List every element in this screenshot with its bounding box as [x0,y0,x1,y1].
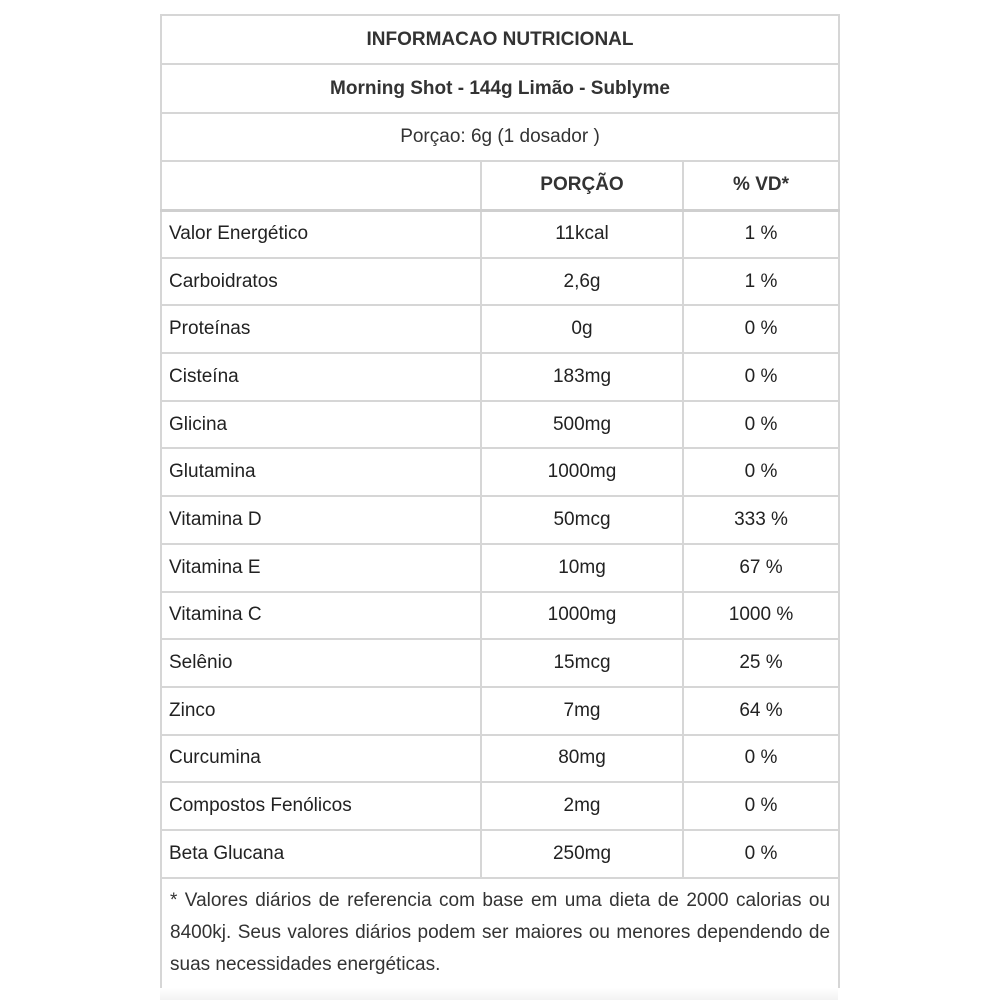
nutrient-name: Carboidratos [161,258,481,306]
nutrient-amount: 15mcg [481,639,683,687]
nutrient-dv: 0 % [683,448,839,496]
nutrient-amount: 250mg [481,830,683,878]
nutrient-dv: 25 % [683,639,839,687]
table-row [161,448,839,496]
table-row [161,592,839,640]
table-row [161,687,839,735]
nutrient-name: Vitamina D [161,496,481,544]
nutrient-dv: 0 % [683,401,839,449]
nutrient-name: Proteínas [161,305,481,353]
table-row [161,782,839,830]
nutrient-dv: 0 % [683,305,839,353]
table-row [161,735,839,783]
serving-row [161,113,839,161]
nutrient-name: Selênio [161,639,481,687]
footnote: * Valores diários de referencia com base em uma dieta de 2000 calorias ou 8400kj. Seus valores diários podem ser maiores ou menores dependendo de suas necessidades energéticas. [161,878,839,988]
nutrient-amount: 0g [481,305,683,353]
nutrient-amount: 10mg [481,544,683,592]
footnote-row [161,878,839,988]
nutrient-name: Vitamina C [161,592,481,640]
product-row [161,64,839,113]
nutrient-name: Cisteína [161,353,481,401]
table-row [161,544,839,592]
serving-size: Porçao: 6g (1 dosador ) [161,113,839,161]
nutrient-amount: 1000mg [481,448,683,496]
table-row [161,401,839,449]
nutrient-amount: 2mg [481,782,683,830]
column-header-dv: % VD* [683,161,839,210]
table-row [161,305,839,353]
nutrient-name: Glicina [161,401,481,449]
table-row [161,258,839,306]
nutrient-name: Vitamina E [161,544,481,592]
nutrient-name: Zinco [161,687,481,735]
column-header-row [161,161,839,210]
table-row [161,639,839,687]
nutrient-amount: 80mg [481,735,683,783]
nutrient-dv: 67 % [683,544,839,592]
nutrient-amount: 2,6g [481,258,683,306]
nutrient-name: Compostos Fenólicos [161,782,481,830]
nutrient-amount: 11kcal [481,210,683,258]
table-row [161,210,839,258]
column-header-nutrient [161,161,481,210]
nutrient-name: Glutamina [161,448,481,496]
nutrient-dv: 0 % [683,735,839,783]
nutrient-dv: 64 % [683,687,839,735]
table-title: INFORMACAO NUTRICIONAL [161,15,839,64]
nutrient-name: Beta Glucana [161,830,481,878]
nutrient-dv: 1 % [683,210,839,258]
nutrition-table [160,14,840,988]
nutrient-dv: 0 % [683,830,839,878]
table-row [161,830,839,878]
nutrient-dv: 1 % [683,258,839,306]
bottom-shade [160,988,838,1000]
nutrient-amount: 500mg [481,401,683,449]
nutrient-name: Valor Energético [161,210,481,258]
nutrient-amount: 7mg [481,687,683,735]
nutrient-dv: 1000 % [683,592,839,640]
nutrient-dv: 0 % [683,353,839,401]
nutrient-dv: 0 % [683,782,839,830]
nutrient-amount: 50mcg [481,496,683,544]
title-row [161,15,839,64]
nutrient-amount: 183mg [481,353,683,401]
nutrient-dv: 333 % [683,496,839,544]
nutrient-name: Curcumina [161,735,481,783]
column-header-portion: PORÇÃO [481,161,683,210]
table-row [161,353,839,401]
nutrient-rows [161,210,839,878]
nutrient-amount: 1000mg [481,592,683,640]
product-name: Morning Shot - 144g Limão - Sublyme [161,64,839,113]
table-row [161,496,839,544]
